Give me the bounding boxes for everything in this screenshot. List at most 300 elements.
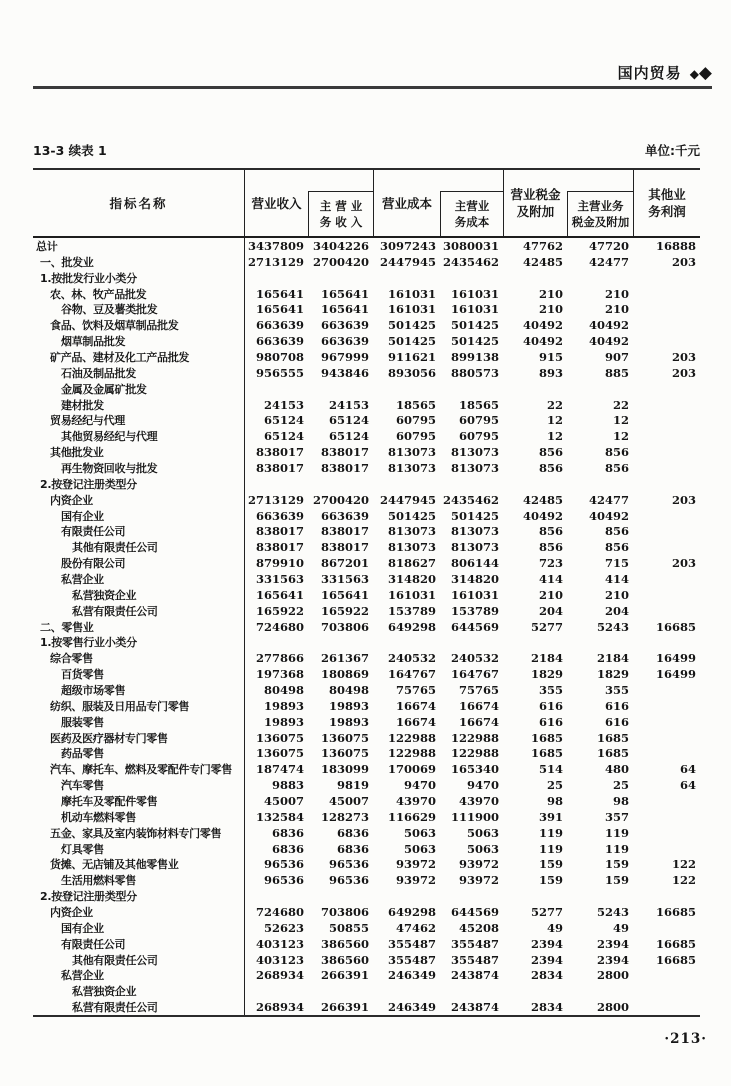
row-value: 6836 bbox=[336, 825, 369, 840]
table-row bbox=[33, 682, 700, 698]
row-value: 159 bbox=[604, 857, 629, 872]
row-value: 9883 bbox=[271, 778, 304, 793]
row-value: 243874 bbox=[450, 1000, 499, 1015]
row-value: 2700420 bbox=[312, 254, 369, 269]
inset-header-box bbox=[567, 191, 633, 236]
statistics-table bbox=[33, 168, 700, 1017]
row-value: 616 bbox=[604, 698, 629, 713]
diamond-icon: ◆ bbox=[698, 63, 712, 83]
row-value: 414 bbox=[604, 571, 629, 586]
row-value: 2713129 bbox=[247, 254, 304, 269]
row-label: 灯具零售 bbox=[33, 841, 245, 857]
row-value: 2834 bbox=[530, 968, 563, 983]
row-value: 644569 bbox=[450, 905, 499, 920]
row-value: 16674 bbox=[458, 714, 499, 729]
row-value: 5063 bbox=[466, 825, 499, 840]
row-value: 98 bbox=[546, 794, 563, 808]
row-label: 总计 bbox=[33, 238, 245, 254]
row-value: 663639 bbox=[255, 318, 304, 333]
row-value: 210 bbox=[604, 587, 629, 602]
table-row bbox=[33, 698, 700, 714]
row-value: 355487 bbox=[387, 936, 436, 951]
table-row bbox=[33, 983, 700, 999]
row-value: 856 bbox=[538, 540, 563, 555]
row-value: 25 bbox=[612, 778, 629, 793]
row-label: 国有企业 bbox=[33, 920, 245, 936]
row-value: 243874 bbox=[450, 968, 499, 983]
row-value: 5243 bbox=[596, 619, 629, 634]
row-value: 180869 bbox=[320, 667, 369, 682]
table-row bbox=[33, 301, 700, 317]
row-value: 210 bbox=[604, 302, 629, 317]
table-row bbox=[33, 619, 700, 635]
row-value: 838017 bbox=[320, 540, 369, 555]
table-row bbox=[33, 286, 700, 302]
row-label: 二、零售业 bbox=[33, 619, 245, 635]
row-value: 501425 bbox=[450, 508, 499, 523]
column-header-label: 税金及附加 bbox=[571, 215, 630, 229]
row-value: 122 bbox=[671, 873, 696, 888]
column-header-operating-revenue bbox=[245, 170, 308, 236]
row-value: 2700420 bbox=[312, 492, 369, 507]
row-value: 331563 bbox=[255, 571, 304, 586]
running-head bbox=[618, 62, 712, 83]
row-value: 60795 bbox=[458, 429, 499, 444]
row-value: 6836 bbox=[271, 825, 304, 840]
row-value: 65124 bbox=[328, 413, 369, 428]
table-row bbox=[33, 492, 700, 508]
row-value: 210 bbox=[538, 302, 563, 317]
column-header-label: 主 营 业 bbox=[319, 199, 363, 213]
row-value: 501425 bbox=[387, 318, 436, 333]
inset-header-box bbox=[440, 191, 503, 236]
row-value: 60795 bbox=[395, 413, 436, 428]
row-value: 165641 bbox=[255, 286, 304, 301]
column-header-main-business-cost bbox=[440, 170, 503, 236]
row-value: 22 bbox=[612, 397, 629, 412]
row-value: 16674 bbox=[395, 714, 436, 729]
row-value: 838017 bbox=[320, 524, 369, 539]
table-row bbox=[33, 238, 700, 254]
row-value: 170069 bbox=[387, 762, 436, 777]
row-value: 12 bbox=[546, 429, 563, 444]
row-value: 703806 bbox=[320, 905, 369, 920]
row-value: 161031 bbox=[387, 302, 436, 317]
row-value: 391 bbox=[538, 809, 563, 824]
table-row bbox=[33, 381, 700, 397]
row-label: 贸易经纪与代理 bbox=[33, 412, 245, 428]
table-row bbox=[33, 460, 700, 476]
diamond-icon: ◆ bbox=[689, 67, 699, 81]
table-row bbox=[33, 793, 700, 809]
row-value: 111900 bbox=[450, 809, 499, 824]
row-label: 2.按登记注册类型分 bbox=[33, 888, 245, 904]
row-value: 42477 bbox=[588, 254, 629, 269]
row-label: 内资企业 bbox=[33, 904, 245, 920]
row-value: 723 bbox=[538, 556, 563, 571]
row-value: 893 bbox=[538, 365, 563, 380]
row-value: 60795 bbox=[395, 429, 436, 444]
row-value: 161031 bbox=[387, 587, 436, 602]
row-value: 136075 bbox=[320, 746, 369, 761]
table-row bbox=[33, 365, 700, 381]
column-header-label: 营业税金 bbox=[510, 187, 561, 202]
table-row bbox=[33, 523, 700, 539]
table-row bbox=[33, 730, 700, 746]
row-value: 856 bbox=[538, 445, 563, 460]
row-value: 119 bbox=[604, 841, 629, 856]
table-row bbox=[33, 555, 700, 571]
row-value: 899138 bbox=[450, 349, 499, 364]
row-label: 综合零售 bbox=[33, 650, 245, 666]
table-row bbox=[33, 920, 700, 936]
row-value: 838017 bbox=[320, 460, 369, 475]
row-value: 355 bbox=[604, 682, 629, 697]
row-value: 838017 bbox=[255, 524, 304, 539]
row-value: 153789 bbox=[450, 603, 499, 618]
row-value: 210 bbox=[604, 286, 629, 301]
row-label: 生活用燃料零售 bbox=[33, 872, 245, 888]
column-header-label: 主营业 bbox=[454, 199, 490, 213]
row-value: 240532 bbox=[387, 651, 436, 666]
row-value: 856 bbox=[538, 524, 563, 539]
row-value: 80498 bbox=[328, 682, 369, 697]
row-value: 386560 bbox=[320, 936, 369, 951]
row-value: 40492 bbox=[522, 334, 563, 349]
row-value: 12 bbox=[612, 429, 629, 444]
table-row bbox=[33, 809, 700, 825]
row-value: 40492 bbox=[522, 508, 563, 523]
row-label: 五金、家具及室内装饰材料专门零售 bbox=[33, 825, 245, 841]
row-value: 93972 bbox=[458, 873, 499, 888]
row-value: 943846 bbox=[320, 365, 369, 380]
row-value: 122988 bbox=[387, 730, 436, 745]
row-value: 40492 bbox=[588, 318, 629, 333]
row-value: 45208 bbox=[458, 920, 499, 935]
row-label: 超级市场零售 bbox=[33, 682, 245, 698]
row-value: 885 bbox=[604, 365, 629, 380]
row-value: 96536 bbox=[263, 857, 304, 872]
row-value: 64 bbox=[679, 778, 696, 793]
row-value: 879910 bbox=[255, 556, 304, 571]
row-value: 2435462 bbox=[442, 254, 499, 269]
row-value: 18565 bbox=[395, 397, 436, 412]
table-row bbox=[33, 397, 700, 413]
row-value: 65124 bbox=[263, 413, 304, 428]
row-value: 724680 bbox=[255, 905, 304, 920]
row-value: 164767 bbox=[450, 667, 499, 682]
unit-label: 单位:千元 bbox=[645, 143, 700, 158]
row-label: 私营有限责任公司 bbox=[33, 603, 245, 619]
row-label: 私营有限责任公司 bbox=[33, 999, 245, 1015]
table-row bbox=[33, 476, 700, 492]
row-value: 96536 bbox=[328, 873, 369, 888]
row-value: 43970 bbox=[395, 794, 436, 808]
row-label: 金属及金属矿批发 bbox=[33, 381, 245, 397]
row-value: 65124 bbox=[263, 429, 304, 444]
section-title: 国内贸易 bbox=[617, 64, 682, 82]
table-row bbox=[33, 603, 700, 619]
row-value: 2447945 bbox=[379, 492, 436, 507]
row-value: 9470 bbox=[466, 778, 499, 793]
row-value: 132584 bbox=[255, 809, 304, 824]
row-value: 2184 bbox=[596, 651, 629, 666]
table-row bbox=[33, 888, 700, 904]
row-value: 649298 bbox=[387, 905, 436, 920]
table-row bbox=[33, 761, 700, 777]
row-value: 165922 bbox=[320, 603, 369, 618]
row-value: 1829 bbox=[530, 667, 563, 682]
row-value: 165641 bbox=[255, 302, 304, 317]
table-row bbox=[33, 666, 700, 682]
row-value: 16499 bbox=[655, 651, 696, 666]
column-header-main-business-revenue bbox=[308, 170, 373, 236]
row-value: 16685 bbox=[655, 619, 696, 634]
row-value: 2394 bbox=[596, 936, 629, 951]
table-row bbox=[33, 650, 700, 666]
row-value: 187474 bbox=[255, 762, 304, 777]
table-row bbox=[33, 587, 700, 603]
row-value: 16685 bbox=[655, 952, 696, 967]
row-value: 45007 bbox=[263, 794, 304, 808]
row-value: 956555 bbox=[255, 365, 304, 380]
row-value: 159 bbox=[538, 857, 563, 872]
row-value: 806144 bbox=[450, 556, 499, 571]
table-row bbox=[33, 857, 700, 873]
row-value: 1685 bbox=[596, 746, 629, 761]
row-value: 19893 bbox=[263, 714, 304, 729]
row-value: 663639 bbox=[255, 508, 304, 523]
row-value: 3404226 bbox=[312, 238, 369, 253]
row-value: 16888 bbox=[655, 238, 696, 253]
row-label: 烟草制品批发 bbox=[33, 333, 245, 349]
row-value: 122988 bbox=[450, 746, 499, 761]
row-label: 有限责任公司 bbox=[33, 936, 245, 952]
row-label: 汽车、摩托车、燃料及零配件专门零售 bbox=[33, 761, 245, 777]
row-label: 股份有限公司 bbox=[33, 555, 245, 571]
row-label: 1.按批发行业小类分 bbox=[33, 270, 245, 286]
row-value: 60795 bbox=[458, 413, 499, 428]
row-value: 119 bbox=[538, 825, 563, 840]
row-value: 266391 bbox=[320, 1000, 369, 1015]
row-value: 355487 bbox=[450, 952, 499, 967]
table-row bbox=[33, 634, 700, 650]
row-value: 1685 bbox=[596, 730, 629, 745]
table-caption-row bbox=[33, 141, 700, 159]
row-label: 建材批发 bbox=[33, 397, 245, 413]
table-row bbox=[33, 349, 700, 365]
row-value: 75765 bbox=[458, 682, 499, 697]
table-row bbox=[33, 968, 700, 984]
row-value: 96536 bbox=[263, 873, 304, 888]
row-label: 货摊、无店铺及其他零售业 bbox=[33, 857, 245, 873]
row-value: 80498 bbox=[263, 682, 304, 697]
row-value: 204 bbox=[538, 603, 563, 618]
row-value: 197368 bbox=[255, 667, 304, 682]
table-row bbox=[33, 714, 700, 730]
row-label: 其他贸易经纪与代理 bbox=[33, 428, 245, 444]
row-value: 907 bbox=[604, 349, 629, 364]
row-label: 服装零售 bbox=[33, 714, 245, 730]
row-value: 314820 bbox=[450, 571, 499, 586]
table-label: 13-3 续表 1 bbox=[33, 143, 107, 158]
row-value: 159 bbox=[604, 873, 629, 888]
row-value: 2394 bbox=[596, 952, 629, 967]
table-row bbox=[33, 539, 700, 555]
table-header bbox=[33, 170, 700, 238]
column-header-indicator-name: 指标名称 bbox=[33, 170, 245, 236]
row-value: 867201 bbox=[320, 556, 369, 571]
row-value: 22 bbox=[546, 397, 563, 412]
row-value: 1685 bbox=[530, 730, 563, 745]
row-value: 2834 bbox=[530, 1000, 563, 1015]
row-value: 2447945 bbox=[379, 254, 436, 269]
row-value: 210 bbox=[538, 286, 563, 301]
row-value: 355 bbox=[538, 682, 563, 697]
row-value: 47462 bbox=[395, 920, 436, 935]
row-value: 42485 bbox=[522, 492, 563, 507]
row-value: 40492 bbox=[588, 334, 629, 349]
table-row bbox=[33, 508, 700, 524]
row-value: 164767 bbox=[387, 667, 436, 682]
row-value: 967999 bbox=[320, 349, 369, 364]
row-value: 663639 bbox=[320, 318, 369, 333]
row-value: 64 bbox=[679, 762, 696, 777]
row-value: 9470 bbox=[403, 778, 436, 793]
row-value: 16499 bbox=[655, 667, 696, 682]
row-value: 893056 bbox=[387, 365, 436, 380]
table-body bbox=[33, 238, 700, 1015]
row-value: 136075 bbox=[255, 746, 304, 761]
row-value: 5063 bbox=[466, 841, 499, 856]
row-value: 165641 bbox=[320, 286, 369, 301]
row-value: 16685 bbox=[655, 905, 696, 920]
row-value: 161031 bbox=[450, 587, 499, 602]
row-value: 818627 bbox=[387, 556, 436, 571]
row-value: 240532 bbox=[450, 651, 499, 666]
row-value: 5277 bbox=[530, 619, 563, 634]
row-label: 私营独资企业 bbox=[33, 587, 245, 603]
row-value: 25 bbox=[546, 778, 563, 793]
column-header-label: 主营业务 bbox=[577, 199, 624, 213]
row-value: 838017 bbox=[255, 445, 304, 460]
row-value: 93972 bbox=[458, 857, 499, 872]
row-value: 649298 bbox=[387, 619, 436, 634]
table-row bbox=[33, 825, 700, 841]
column-header-label: 营业成本 bbox=[381, 195, 432, 211]
row-value: 663639 bbox=[320, 334, 369, 349]
row-value: 268934 bbox=[255, 1000, 304, 1015]
row-value: 18565 bbox=[458, 397, 499, 412]
table-row bbox=[33, 999, 700, 1015]
row-value: 268934 bbox=[255, 968, 304, 983]
row-label: 农、林、牧产品批发 bbox=[33, 286, 245, 302]
table-row bbox=[33, 904, 700, 920]
row-value: 16685 bbox=[655, 936, 696, 951]
row-value: 203 bbox=[671, 349, 696, 364]
column-header-label: 务 收 入 bbox=[319, 215, 363, 229]
row-label: 石油及制品批发 bbox=[33, 365, 245, 381]
row-value: 203 bbox=[671, 556, 696, 571]
column-header-other-business-profit bbox=[633, 170, 700, 236]
header-rule bbox=[33, 86, 712, 89]
row-value: 355487 bbox=[450, 936, 499, 951]
table-row bbox=[33, 746, 700, 762]
row-value: 116629 bbox=[387, 809, 436, 824]
table-row bbox=[33, 571, 700, 587]
column-header-main-business-tax bbox=[567, 170, 633, 236]
row-value: 210 bbox=[538, 587, 563, 602]
row-value: 12 bbox=[612, 413, 629, 428]
row-value: 915 bbox=[538, 349, 563, 364]
row-value: 663639 bbox=[320, 508, 369, 523]
row-value: 2394 bbox=[530, 952, 563, 967]
row-value: 5277 bbox=[530, 905, 563, 920]
row-value: 136075 bbox=[320, 730, 369, 745]
row-value: 480 bbox=[604, 762, 629, 777]
row-label: 其他批发业 bbox=[33, 444, 245, 460]
row-label: 有限责任公司 bbox=[33, 523, 245, 539]
row-value: 616 bbox=[538, 714, 563, 729]
row-value: 856 bbox=[604, 460, 629, 475]
row-label: 内资企业 bbox=[33, 492, 245, 508]
row-value: 813073 bbox=[387, 540, 436, 555]
row-value: 856 bbox=[604, 524, 629, 539]
row-value: 414 bbox=[538, 571, 563, 586]
row-value: 119 bbox=[538, 841, 563, 856]
row-value: 813073 bbox=[450, 524, 499, 539]
row-value: 838017 bbox=[255, 460, 304, 475]
row-label: 摩托车及零配件零售 bbox=[33, 793, 245, 809]
row-value: 838017 bbox=[255, 540, 304, 555]
row-value: 93972 bbox=[395, 857, 436, 872]
row-value: 6836 bbox=[336, 841, 369, 856]
row-value: 663639 bbox=[255, 334, 304, 349]
row-value: 165340 bbox=[450, 762, 499, 777]
row-value: 98 bbox=[612, 794, 629, 808]
row-value: 52623 bbox=[263, 920, 304, 935]
column-header-label: 及附加 bbox=[516, 204, 555, 219]
row-value: 16674 bbox=[395, 698, 436, 713]
row-value: 19893 bbox=[328, 698, 369, 713]
row-value: 246349 bbox=[387, 1000, 436, 1015]
table-row bbox=[33, 444, 700, 460]
table-row bbox=[33, 333, 700, 349]
table-row bbox=[33, 254, 700, 270]
row-value: 813073 bbox=[387, 445, 436, 460]
row-label: 国有企业 bbox=[33, 508, 245, 524]
table-row bbox=[33, 428, 700, 444]
row-value: 93972 bbox=[395, 873, 436, 888]
row-value: 2800 bbox=[596, 968, 629, 983]
row-value: 42485 bbox=[522, 254, 563, 269]
row-value: 5063 bbox=[403, 841, 436, 856]
row-label: 其他有限责任公司 bbox=[33, 952, 245, 968]
row-value: 43970 bbox=[458, 794, 499, 808]
table-row bbox=[33, 777, 700, 793]
row-value: 119 bbox=[604, 825, 629, 840]
row-value: 2184 bbox=[530, 651, 563, 666]
row-value: 128273 bbox=[320, 809, 369, 824]
row-value: 2435462 bbox=[442, 492, 499, 507]
row-value: 49 bbox=[546, 920, 563, 935]
row-value: 203 bbox=[671, 365, 696, 380]
row-value: 49 bbox=[612, 920, 629, 935]
table-row bbox=[33, 952, 700, 968]
row-value: 161031 bbox=[450, 302, 499, 317]
row-value: 501425 bbox=[387, 334, 436, 349]
row-value: 96536 bbox=[328, 857, 369, 872]
